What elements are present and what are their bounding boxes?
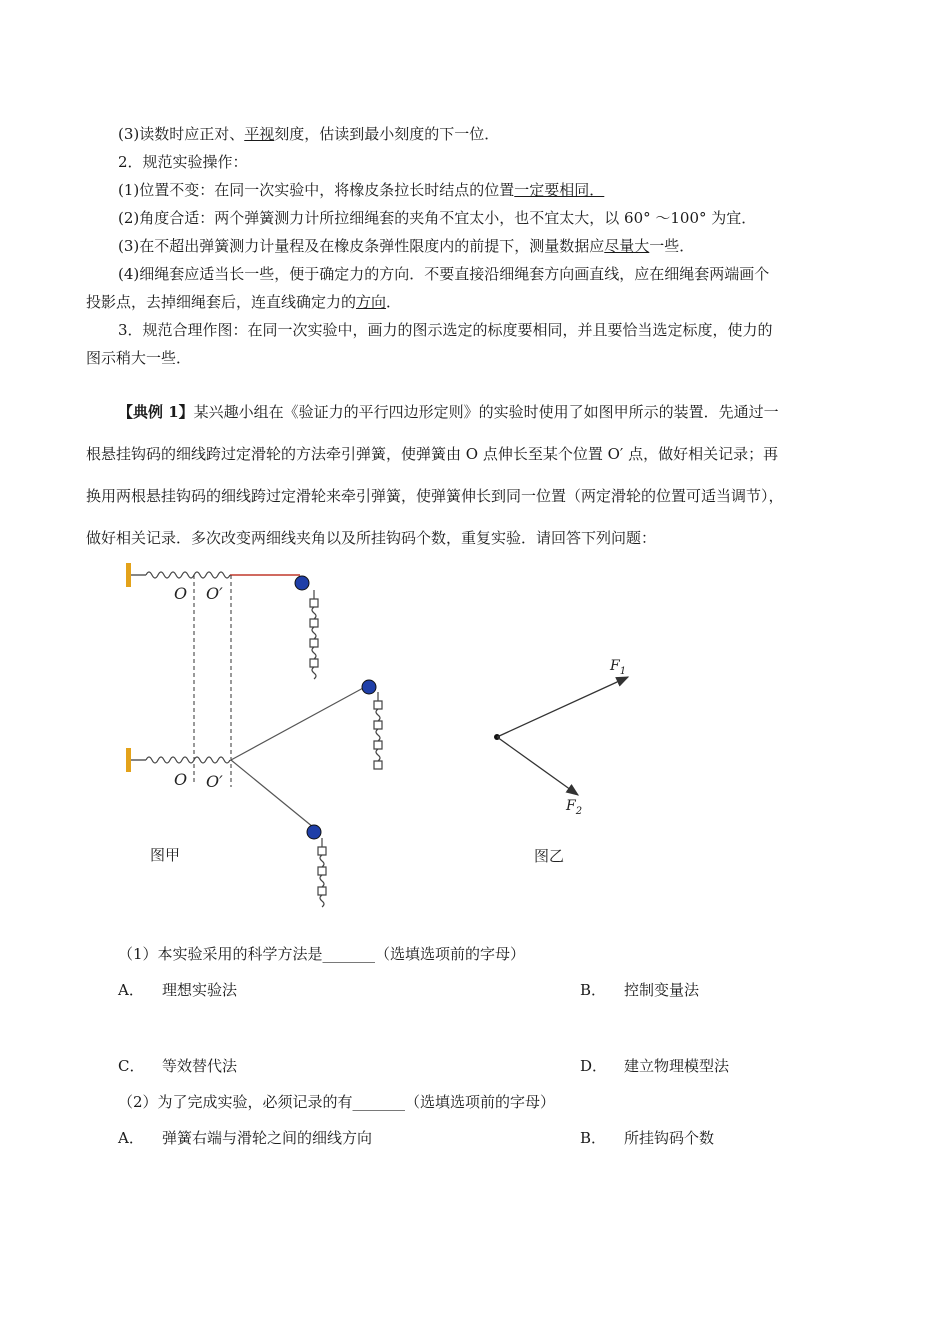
option-text: 理想实验法 bbox=[162, 981, 238, 999]
label-f2: $F_2$ bbox=[566, 798, 583, 817]
option-letter: A． bbox=[118, 981, 144, 999]
q2-option-b bbox=[580, 1128, 714, 1148]
tip-text: (1)位置不变：在同一次实验中，将橡皮条拉长时结点的位置 bbox=[118, 181, 515, 199]
q2-option-a bbox=[118, 1128, 372, 1148]
q1-option-c bbox=[118, 1056, 237, 1076]
experiment-figure bbox=[110, 555, 630, 915]
spring-top bbox=[146, 572, 230, 578]
caption-figure-a: 图甲 bbox=[150, 847, 181, 864]
wall-mount-top bbox=[126, 563, 131, 587]
tip-text: 投影点，去掉细绳套后，连直线确定力的 bbox=[86, 293, 357, 311]
label-o-prime-bottom: O′ bbox=[206, 772, 223, 791]
example-line-3: 换用两根悬挂钩码的细线跨过定滑轮来牵引弹簧，使弹簧伸长到同一位置（两定滑轮的位置可适当调节）， bbox=[86, 487, 784, 505]
string-bottom-lower bbox=[231, 760, 313, 827]
caption-figure-b: 图乙 bbox=[534, 848, 565, 865]
label-o-top: O bbox=[174, 584, 188, 603]
option-text: 弹簧右端与滑轮之间的细线方向 bbox=[162, 1129, 373, 1147]
section-heading-3-line-a: 3．规范合理作图：在同一次实验中，画力的图示选定的标度要相同，并且要恰当选定标度，使力的 bbox=[118, 321, 773, 339]
operation-1 bbox=[118, 180, 604, 200]
option-text: 所挂钩码个数 bbox=[624, 1129, 715, 1147]
operation-3 bbox=[118, 236, 694, 256]
example-line-4: 做好相关记录．多次改变两细线夹角以及所挂钩码个数，重复实验．请回答下列问题： bbox=[86, 529, 657, 547]
option-text: 等效替代法 bbox=[162, 1057, 238, 1075]
example-line-2: 根悬挂钩码的细线跨过定滑轮的方法牵引弹簧，使弹簧由 O 点伸长至某个位置 O′ 点，做好相关记录；再 bbox=[86, 445, 779, 463]
wall-mount-bottom bbox=[126, 748, 131, 772]
weights-top bbox=[310, 590, 318, 679]
pulley-upper bbox=[362, 680, 376, 694]
option-letter: A． bbox=[118, 1129, 144, 1147]
q1-option-a bbox=[118, 980, 237, 1000]
section-heading-2: 2．规范实验操作： bbox=[118, 153, 248, 171]
tip-underlined: 一定要相同． bbox=[514, 181, 605, 199]
weights-lower bbox=[318, 838, 326, 907]
example-line-1 bbox=[118, 402, 779, 422]
spring-bottom bbox=[146, 757, 230, 763]
pulley-top bbox=[295, 576, 309, 590]
tip-text: (3)在不超出弹簧测力计量程及在橡皮条弹性限度内的前提下，测量数据应 bbox=[118, 237, 605, 255]
option-text: 控制变量法 bbox=[624, 981, 700, 999]
option-letter: C． bbox=[118, 1057, 145, 1075]
force-vector-f2 bbox=[497, 737, 578, 795]
pulley-lower bbox=[307, 825, 321, 839]
tip-underlined: 尽量大 bbox=[604, 237, 650, 255]
operation-4-line-a: (4)细绳套应适当长一些，便于确定力的方向．不要直接沿细绳套方向画直线，应在细绳套两端画个 bbox=[118, 265, 770, 283]
question-1-stem: （1）本实验采用的科学方法是_______（选填选项前的字母） bbox=[118, 945, 526, 963]
option-letter: B． bbox=[580, 981, 607, 999]
q1-option-b bbox=[580, 980, 699, 1000]
operation-4-line-b bbox=[86, 292, 401, 312]
tip-line-3 bbox=[118, 124, 499, 144]
tip-underlined: 方向 bbox=[356, 293, 387, 311]
tip-text: 一些． bbox=[649, 237, 695, 255]
question-2-stem: （2）为了完成实验，必须记录的有_______（选填选项前的字母） bbox=[118, 1093, 556, 1111]
string-bottom-upper bbox=[231, 687, 365, 760]
operation-2: (2)角度合适：两个弹簧测力计所拉细绳套的夹角不宜太小，也不宜太大，以 60° ～100° 为宜． bbox=[118, 209, 757, 227]
tip-underlined: 平视 bbox=[244, 125, 275, 143]
option-text: 建立物理模型法 bbox=[624, 1057, 730, 1075]
q1-option-d bbox=[580, 1056, 729, 1076]
label-f1: $F_1$ bbox=[610, 658, 627, 677]
option-letter: D． bbox=[580, 1057, 608, 1075]
tip-text: ． bbox=[386, 293, 402, 311]
tip-text: 刻度，估读到最小刻度的下一位． bbox=[274, 125, 500, 143]
example-text: 某兴趣小组在《验证力的平行四边形定则》的实验时使用了如图甲所示的装置．先通过一 bbox=[193, 403, 779, 421]
label-o-bottom: O bbox=[174, 770, 188, 789]
tip-text: (3)读数时应正对、 bbox=[118, 125, 245, 143]
force-vector-f1 bbox=[497, 677, 628, 737]
weights-upper bbox=[374, 692, 382, 769]
section-heading-3-line-b: 图示稍大一些． bbox=[86, 349, 192, 367]
option-letter: B． bbox=[580, 1129, 607, 1147]
example-tag: 【典例 1】 bbox=[118, 403, 194, 421]
label-o-prime-top: O′ bbox=[206, 584, 223, 603]
